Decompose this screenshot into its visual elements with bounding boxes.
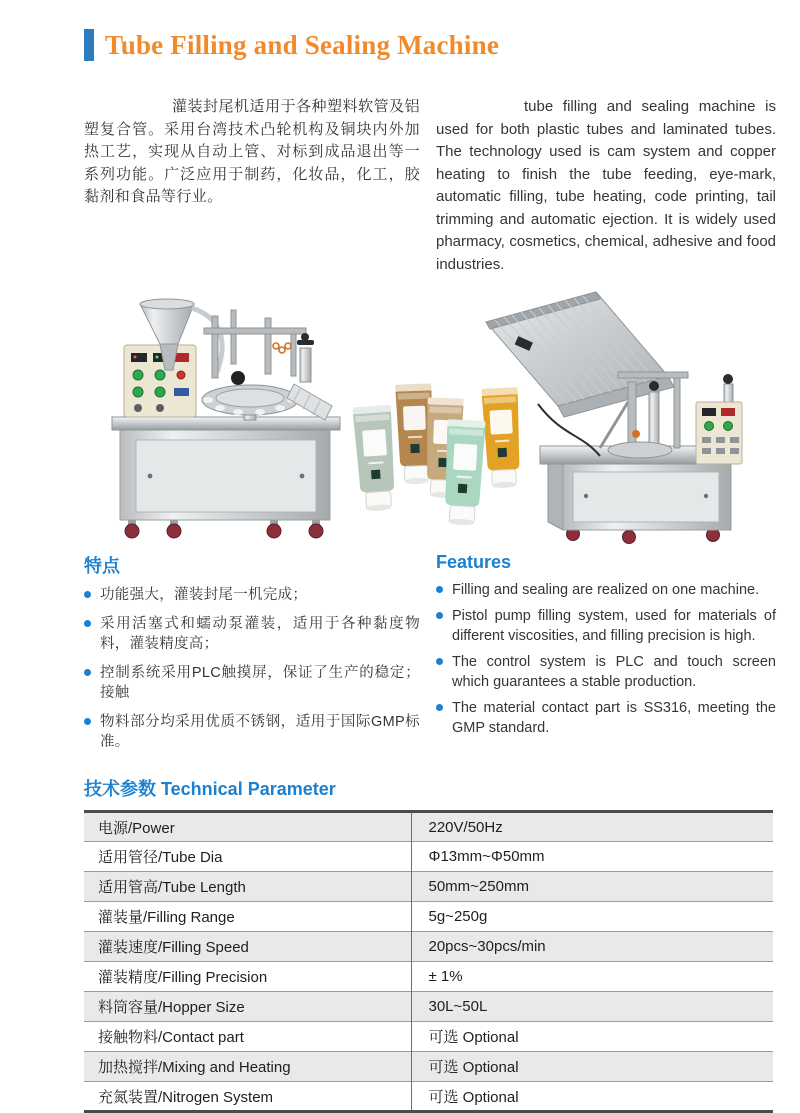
param-label: 加热搅拌/Mixing and Heating [84, 1052, 411, 1082]
bullet-icon [84, 718, 91, 725]
control-panel [696, 402, 742, 464]
technical-parameter-heading: 技术参数 Technical Parameter [84, 779, 336, 799]
param-value: 5g~250g [411, 902, 773, 932]
features-list-english [436, 580, 776, 738]
tube-mint [442, 419, 485, 526]
control-panel [124, 345, 196, 417]
feature-item: 物料部分均采用优质不锈钢，适用于国际GMP标准。 [84, 712, 420, 752]
bullet-icon [84, 669, 91, 676]
intro-paragraph-chinese: 灌装封尾机适用于各种塑料软管及铝塑复合管。采用台湾技术凸轮机构及铜块内外加热工艺，实现从自动上管、对标到成品退出等一系列功能。广泛应用于制药，化妆品，化工，胶黏剂和食品等行业。 [84, 98, 420, 205]
param-value: Φ13mm~Φ50mm [411, 842, 773, 872]
param-value: ± 1% [411, 962, 773, 992]
bullet-icon [84, 591, 91, 598]
machine-tabletop [112, 417, 340, 430]
technical-parameter-table [84, 810, 773, 1113]
feature-item: 控制系统采用PLC触摸屏，保证了生产的稳定；接触 [84, 663, 420, 703]
bullet-icon [436, 612, 443, 619]
bullet-icon [436, 658, 443, 665]
param-value: 可选 Optional [411, 1082, 773, 1112]
features-chinese [84, 552, 420, 761]
feature-item: The material contact part is SS316, meeting the GMP standard. [436, 698, 776, 738]
feature-item: The control system is PLC and touch screen which guarantees a stable production. [436, 652, 776, 692]
table-row [84, 1052, 773, 1082]
features-heading-english: Features [436, 552, 512, 572]
tube-orange [481, 387, 522, 489]
table-row [84, 812, 773, 842]
features-heading-chinese: 特点 [84, 556, 120, 576]
cabinet-door [573, 472, 719, 522]
caster-wheels [125, 518, 323, 538]
param-label: 灌装精度/Filling Precision [84, 962, 411, 992]
table-row [84, 902, 773, 932]
discharge-chute [287, 384, 332, 420]
parameter-table-body [84, 812, 773, 1112]
param-label: 灌装速度/Filling Speed [84, 932, 411, 962]
tube-sage [353, 405, 398, 512]
param-value: 50mm~250mm [411, 872, 773, 902]
page-header [84, 28, 776, 62]
page-title: Tube Filling and Sealing Machine [105, 29, 499, 60]
features-english [436, 552, 776, 761]
table-row [84, 1082, 773, 1112]
tray-support [600, 402, 628, 448]
bullet-icon [436, 586, 443, 593]
param-value: 220V/50Hz [411, 812, 773, 842]
cabinet-door [136, 440, 316, 512]
feature-item: 采用活塞式和蠕动泵灌装，适用于各种黏度物料，灌装精度高； [84, 614, 420, 654]
machine-front-image [104, 288, 344, 540]
rotary-turntable [608, 442, 672, 458]
features-section [84, 552, 776, 761]
intro-section [84, 96, 776, 276]
bullet-icon [436, 704, 443, 711]
table-row [84, 992, 773, 1022]
coil [273, 343, 291, 353]
param-label: 电源/Power [84, 812, 411, 842]
table-row [84, 932, 773, 962]
param-label: 适用管径/Tube Dia [84, 842, 411, 872]
product-images-band [84, 284, 776, 542]
table-row [84, 842, 773, 872]
feature-item: Pistol pump filling system, used for materials of different viscosities, and filling precision is high. [436, 606, 776, 646]
param-label: 灌装量/Filling Range [84, 902, 411, 932]
table-row [84, 962, 773, 992]
param-value: 可选 Optional [411, 1052, 773, 1082]
rotary-turntable [202, 385, 298, 420]
table-row [84, 872, 773, 902]
param-label: 接触物料/Contact part [84, 1022, 411, 1052]
feature-item: 功能强大，灌装封尾一机完成； [84, 585, 420, 605]
param-value: 20pcs~30pcs/min [411, 932, 773, 962]
cabinet-side [548, 456, 563, 530]
feature-item: Filling and sealing are realized on one machine. [436, 580, 776, 600]
param-label: 料筒容量/Hopper Size [84, 992, 411, 1022]
bullet-icon [84, 620, 91, 627]
features-list-chinese [84, 585, 420, 752]
table-row [84, 1022, 773, 1052]
knob [231, 371, 245, 385]
intro-paragraph-english: tube filling and sealing machine is used for both plastic tubes and laminated tubes. The technology used is cam system and copper heating to finish the tube feeding, eye-mark, automatic filling, tube heating, code printing, tail trimming and automatic ejection. It is widely used pharmacy, cosmetics, chemical, adhesive and food industries. [436, 98, 776, 273]
param-value: 30L~50L [411, 992, 773, 1022]
title-accent-bar [84, 29, 94, 61]
cosmetic-tubes-image [350, 380, 534, 530]
param-label: 适用管高/Tube Length [84, 872, 411, 902]
param-value: 可选 Optional [411, 1022, 773, 1052]
param-label: 充氮装置/Nitrogen System [84, 1082, 411, 1112]
